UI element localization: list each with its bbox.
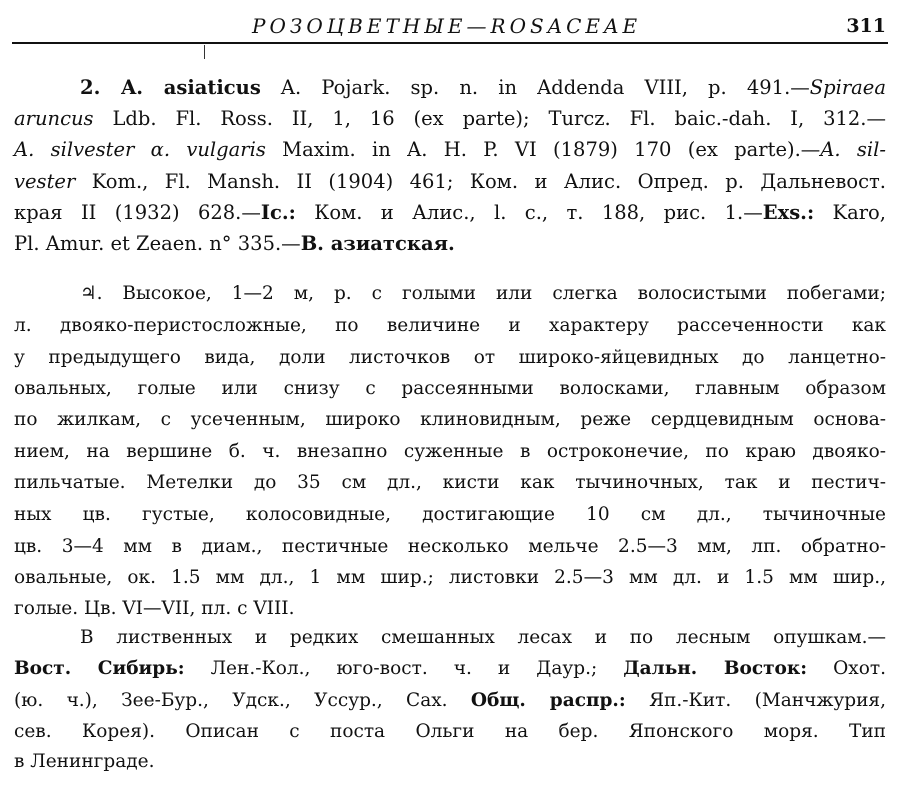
- citation-text: Ldb. Fl. Ross. II, 1, 16 (ex parte); Turcz. Fl. baic.-dah. I, 312.—: [93, 107, 886, 130]
- description-line: ♃. Высокое, 1—2 м, р. с голыми или слегка волосистыми побегами;: [80, 283, 886, 304]
- region-text: Яп.-Кит. (Манчжурия,: [625, 690, 886, 711]
- citation-text: Ком. и Алис., l. c., т. 188, рис. 1.—: [295, 201, 763, 224]
- citation-text: Karo,: [814, 201, 886, 224]
- type-locality-text: в Ленинграде.: [14, 751, 155, 772]
- synonym-name: A. sil-: [820, 138, 886, 161]
- region-text: Лен.-Кол., юго-вост. ч. и Даур.;: [184, 658, 624, 679]
- entry-line: [14, 232, 455, 256]
- stray-mark: [204, 45, 205, 59]
- taxon-name: A. asiaticus: [121, 76, 261, 99]
- citation-text: Kom., Fl. Mansh. II (1904) 461; Ком. и Алис. Опред. р. Дальневост.: [75, 170, 886, 193]
- general-distribution-label: Общ. распр.:: [470, 690, 626, 711]
- distribution-line: [14, 689, 886, 713]
- synonym-name: A. silvester α. vulgaris: [14, 138, 266, 161]
- taxon-number: 2.: [80, 76, 122, 99]
- description-line: по жилкам, с усеченным, широко клиновидным, реже сердцевидным основа-: [14, 409, 886, 430]
- description-line: голые. Цв. VI—VII, пл. с VIII.: [14, 598, 295, 619]
- entry-line: [14, 107, 886, 131]
- description-line: ных цв. густые, колосовидные, достигающие 10 см дл., тычиночные: [14, 504, 886, 525]
- description-line: пильчатые. Метелки до 35 см дл., кисти как тычиночных, так и пестич-: [14, 472, 886, 493]
- citation-text: края II (1932) 628.—: [14, 201, 261, 224]
- region-label: Вост. Сибирь:: [14, 658, 185, 679]
- citation-text: Pl. Amur. et Zeaen. n° 335.—: [14, 232, 301, 255]
- synonym-name: aruncus: [14, 107, 94, 130]
- description-line: овальных, голые или снизу с рассеянными волосками, главным образом: [14, 378, 886, 399]
- icones-label: Ic.:: [260, 201, 296, 224]
- distribution-line: [14, 750, 154, 774]
- exsiccatae-label: Exs.:: [762, 201, 815, 224]
- description-line: нием, на вершине б. ч. внезапно суженные в остроконечие, по краю двояко-: [14, 441, 886, 462]
- synonym-name: vester: [14, 170, 76, 193]
- habitat-text: В лиственных и редких смешанных лесах и по лесным опушкам.—: [80, 627, 886, 648]
- region-text: Охот.: [807, 658, 886, 679]
- distribution-line: [14, 720, 886, 744]
- entry-line: [80, 76, 886, 100]
- citation-text: Maxim. in A. H. P. VI (1879) 170 (ex parte).—: [265, 138, 821, 161]
- description-line: цв. 3—4 мм в диам., пестичные несколько мельче 2.5—3 мм, лп. обратно-: [14, 536, 886, 557]
- description-line: овальные, ок. 1.5 мм дл., 1 мм шир.; листовки 2.5—3 мм дл. и 1.5 мм шир.,: [14, 567, 886, 588]
- citation-text: A. Pojark. sp. n. in Addenda VIII, p. 491.—: [260, 76, 810, 99]
- distribution-line: [80, 626, 886, 650]
- entry-line: [14, 138, 886, 162]
- page-number: 311: [846, 15, 886, 37]
- running-header: [12, 6, 888, 44]
- distribution-line: [14, 657, 886, 681]
- synonym-name: Spiraea: [809, 76, 886, 99]
- type-locality-text: сев. Корея). Описан с поста Ольги на бер. Японского моря. Тип: [14, 721, 886, 742]
- region-label: Дальн. Восток:: [623, 658, 808, 679]
- russian-name: B. азиатская.: [300, 232, 455, 255]
- entry-line: [14, 201, 886, 225]
- header-title: РОЗОЦВЕТНЫЕ—ROSACEAE: [252, 14, 642, 38]
- entry-line: [14, 170, 886, 194]
- description-line: у предыдущего вида, доли листочков от широко-яйцевидных до ланцетно-: [14, 347, 886, 368]
- region-text: (ю. ч.), Зее-Бур., Удск., Уссур., Сах.: [14, 690, 471, 711]
- description-line: л. двояко-перистосложные, по величине и характеру рассеченности как: [14, 315, 886, 336]
